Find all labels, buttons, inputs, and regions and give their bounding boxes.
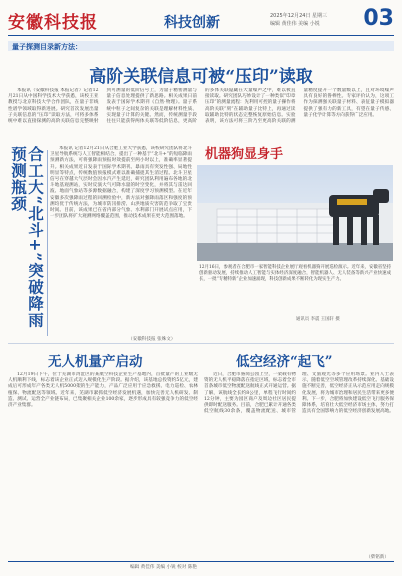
section-divider [8,343,394,344]
photo-credit: 通讯员 李震 王国轩 摄 [296,317,340,322]
topic-tag-bar [8,41,394,51]
unmanned-headline: 无人机量产启动 [48,354,143,370]
vertical-headline: 合工大“北斗+”突破降雨预测瓶颈 [9,146,45,329]
section-title: 科技创新 [164,15,220,31]
issue-date: 2025年12月24日 星期三 [270,13,328,19]
page-number: 03 [363,6,394,31]
robot-caption: 12月16日，参观者在合肥市一家智能科技企业展厅观看机器狗开展巡检演示。近年来，安徽省坚持创新驱动发展，持续推动人工智能与实体经济深度融合，智能机器人、无人装备等新兴产业快速成长，一批“专精特新”企业加速涌现，科技创新成果不断转化为现实生产力。 [199,265,391,282]
robot-dog-photo [197,165,393,261]
masthead [8,6,394,36]
dateline [270,12,366,28]
robot-headline: 机器狗显身手 [205,147,284,162]
beidou-byline: （安徽科技报 张姝文） [128,337,176,342]
low-altitude-headline: 低空经济“起飞” [236,354,333,370]
low-altitude-article-text: 近日，合肥市骆岗公园上空，一架载有物资的无人机平稳降落在指定区域，标志着全市首条城市低空物流配送航线正式开通运营。据了解，该航线全长约8公里，单程飞行时间约12分钟，主要为园区商户及周边社区居民提供即时配送服务。目前，合肥已累计开通各类低空航线30余条，覆盖物流配送、城市管理、文旅观光等多个应用场景。业内人士表示，随着低空空域管理改革持续深化、基础设施不断完善，低空经济正从示范应用走向规模化发展，将为城市治理和居民生活带来更多便利。下一步，合肥将加快建设低空飞行服务保障体系，培育壮大低空经济市场主体，努力打造具有全国影响力的低空经济创新发展高地。 [204,372,394,415]
page-footer [8,561,394,572]
main-headline: 高阶关联信息可被“压印”读取 [89,67,313,87]
beidou-article-text: 本报讯 记者12月21日从合肥工业大学获悉，该校研究团队将北斗卫星导航系统与人工智能相结合，提出了一种基于“北斗+”的短临降雨预测新方法，可将强降雨预报时效提前至两小时以上，准确率显著提升。相关成果近日发表于国际学术期刊。暴雨具有突发性强、局地性明显等特点，传统数值预报模式难以准确捕捉其生消过程。北斗卫星信号在穿越大气层时会因水汽产生延迟，研究团队利用遍布各地的北斗地基观测站，实时反演大气可降水量的时空变化，并将其与雷达回波、地面气象站等多源数据融合，构建了深度学习预测模型。在近年安徽多次强降雨过程的回溯检验中，新方法对强降雨落区和强度的预测均优于传统方法，为城市防汛排涝、山洪地质灾害防范争取了宝贵时间。目前，该成果已在省内部分气象、水利部门开展试点应用，下一步团队将扩大观测网络覆盖范围，推动技术成果在更大范围落地。 [50,146,192,220]
low-altitude-byline: （柴铭新） [366,555,389,560]
topic-tag: 量子探测目录新方法： [12,43,82,51]
newspaper-logo: 安徽科技报 [8,13,98,33]
column-divider [47,150,48,336]
unmanned-article-text: 12月19日下午，位于芜湖市湾沚区的某航空科技企业生产基地内，首批量产的工业级无人机顺利下线，标志着该企业正式迈入规模化生产阶段。据介绍，该基地总投资约5亿元，建成后可形成年产各类无人机5000架的生产能力，产品广泛应用于应急救援、电力巡检、农林植保、物流配送等领域。近年来，芜湖市紧抓低空经济发展机遇，加快完善无人机研发、制造、测试、运营全产业链布局，已集聚相关企业100余家，逐步形成具有较强竞争力的低空经济产业集群。 [8,372,198,409]
editor-credit: 编辑 黄佳伟 美编 小锐 [270,21,320,27]
footer-editors: 编辑 黄佳伟 美编 小锐 校对 陈艳 [130,565,198,570]
main-article-text: 本报讯（安徽科技报 本报记者）记者12月21日从中国科学技术大学获悉，该校王亚教授与北京科技大学合作团队，在量子非线性谱学领域取得新进展。研究首次发展出量子关联信息的“压印”读取方法，可将多体系统中难以直接探测的高阶关联信息完整映射到可测量的低阶信号上，为量子精密测量与量子信息处理提供了新思路。相关成果日前发表于国际学术期刊《自然·物理》。量子系统中粒子之间复杂的关联是理解材料性质、实现量子计算的关键。然而，传统测量手段往往只能获得两体关联等低阶信息，更高阶的多体关联隐藏在大量噪声之中，难以被直接读取。研究团队巧妙设计了一种类似“印章压印”的测量流程：先利用可控的量子操作将高阶关联“刻”在辅助量子比特上，再通过读取辅助比特的状态完整恢复原始信息。实验表明，该方法可将三阶乃至更高阶关联的测量精度提升一个数量级以上，且对环境噪声具有良好的鲁棒性。专家评价认为，这项工作为探测强关联量子材料、表征量子模拟器提供了强有力的新工具，有望在量子传感、量子化学计算等方向获得广泛应用。 [8,88,394,125]
